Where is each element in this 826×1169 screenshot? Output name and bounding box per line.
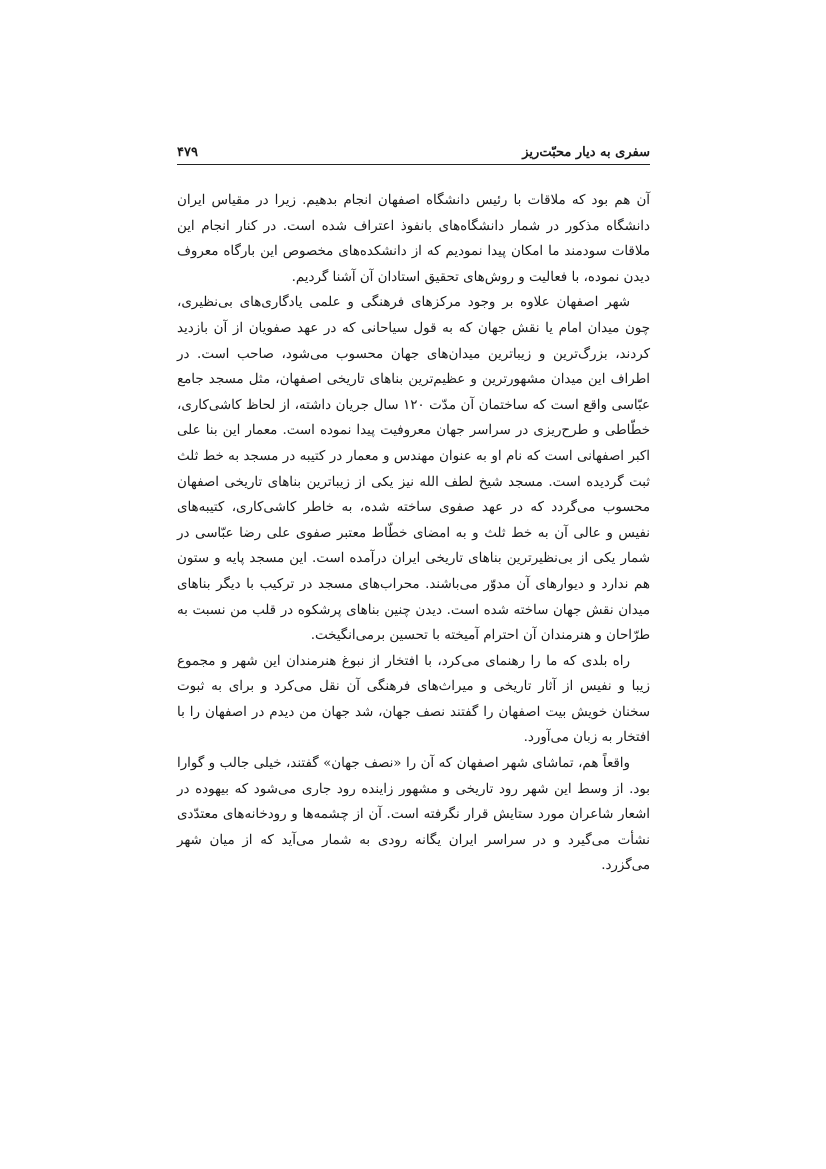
paragraph: واقعاً هم، تماشای شهر اصفهان که آن را «نصف جهان» گفتند، خیلی جالب و گوارا بود. از وسط این شهر رود تاریخی و مشهور زاینده رود جاری می‌شود که بیهوده در اشعار شاعران مورد ستایش قرار نگرفته است. آن از چشمه‌ها و رودخانه‌های معتدّدی نشأت می‌گیرد و در سراسر ایران یگانه رودی به شمار می‌آید که از میان شهر می‌گزرد.: [177, 756, 650, 874]
paragraph: آن هم بود که ملاقات با رئیس دانشگاه اصفهان انجام بدهیم. زیرا در مقیاس ایران دانشگاه مذکور در شمار دانشگاه‌های بانفوذ اعتراف شده است. در کنار انجام این ملاقات سودمند ما امکان پیدا نمودیم که از دانشکده‌های مخصوص این بارگاه معروف دیدن نموده، با فعالیت و روش‌های تحقیق استادان آن آشنا گردیم.: [177, 193, 650, 285]
body-text: [177, 188, 650, 879]
page-number: ۴۷۹: [177, 145, 198, 160]
running-title: سفری به دیار محبّت‌ریز: [522, 145, 650, 160]
paragraph: شهر اصفهان علاوه بر وجود مرکزهای فرهنگی و علمی یادگاری‌های بی‌نظیری، چون میدان امام یا نقش جهان که به قول سیاحانی که در عهد صفویان از آن بازدید کردند، بزرگ‌ترین و زیباترین میدان‌های جهان محسوب می‌شود، صاحب است. در اطراف این میدان مشهورترین و عظیم‌ترین بناهای تاریخی اصفهان، مثل مسجد جامع عبّاسی واقع است که ساختمان آن مدّت ۱۲۰ سال جریان داشته، از لحاظ کاشی‌کاری، خطّاطی و طرح‌ریزی در سراسر جهان معروفیت پیدا نموده است. معمار این بنا علی اکبر اصفهانی است که نام او به عنوان مهندس و معمار در کتیبه در مسجد به خط ثلث ثبت گردیده است. مسجد شیخ لطف الله نیز یکی از زیباترین بناهای تاریخی اصفهان محسوب می‌گردد که در عهد صفوی ساخته شده، به خاطر کاشی‌کاری، کتیبه‌های نفیس و عالی آن به خط ثلث و به امضای خطّاط معتبر صفوی علی رضا عبّاسی در شمار یکی از بی‌نظیرترین بناهای تاریخی ایران درآمده است. این مسجد پایه و ستون هم ندارد و دیوارهای آن مدوّر می‌باشند. محراب‌های مسجد در ترکیب با دیگر بناهای میدان نقش جهان ساخته شده است. دیدن چنین بناهای پرشکوه در قلب من نسبت به طرّاحان و هنرمندان آن احترام آمیخته با تحسین برمی‌انگیخت.: [177, 295, 650, 644]
running-header: [177, 142, 650, 164]
header-rule: [177, 164, 650, 165]
paragraph: راه بلدی که ما را رهنمای می‌کرد، با افتخار از نبوغ هنرمندان این شهر و مجموع زیبا و نفیس از آثار تاریخی و میراث‌های فرهنگی آن نقل می‌کرد و برای به ثبوت سخنان خویش بیت اصفهان را گفتند نصف جهان، شد جهان من دیدم در اصفهان را با افتخار به زبان می‌آورد.: [177, 653, 650, 746]
